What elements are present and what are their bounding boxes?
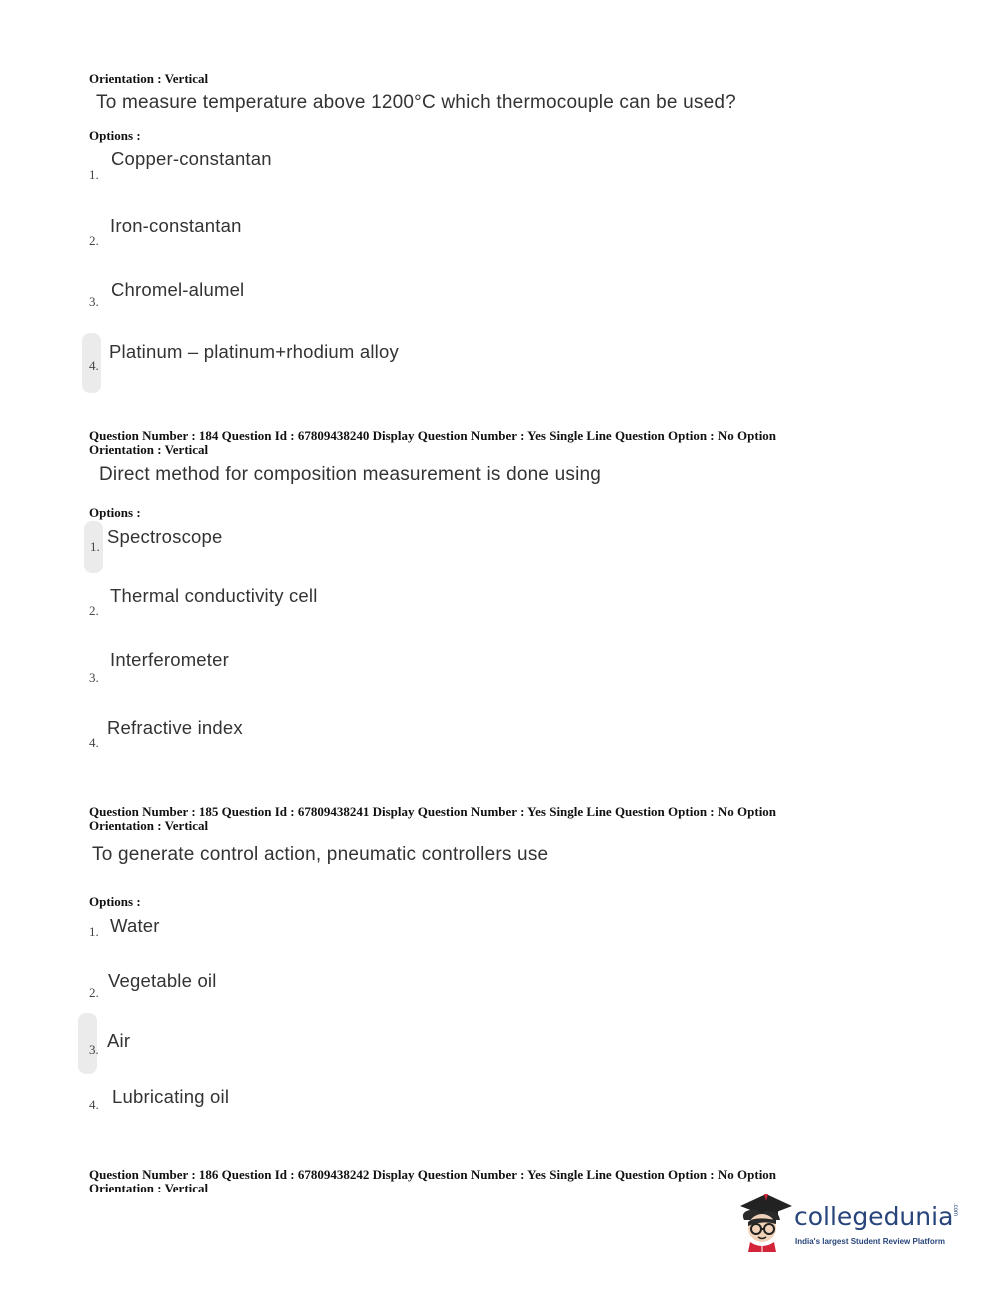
brand-suffix: .com: [952, 1203, 958, 1217]
option-text: Vegetable oil: [108, 970, 217, 991]
q184-orientation: Orientation : Vertical: [89, 442, 209, 457]
q185-orientation: Orientation : Vertical: [89, 818, 209, 833]
option-number: 4.: [89, 358, 99, 373]
q186-header: Question Number : 186 Question Id : 67809438242 Display Question Number : Yes Single Line Question Option : No Option: [89, 1167, 777, 1182]
option-text: Platinum – platinum+rhodium alloy: [109, 341, 399, 362]
q185-question-text: To generate control action, pneumatic controllers use: [92, 844, 549, 865]
option-number: 1.: [90, 539, 100, 554]
q183-orientation: Orientation : Vertical: [89, 71, 209, 86]
option-number: 2.: [89, 233, 99, 248]
option-text: Thermal conductivity cell: [110, 585, 318, 606]
q184-header: Question Number : 184 Question Id : 67809438240 Display Question Number : Yes Single Line Question Option : No Option: [89, 428, 777, 443]
option-number: 1.: [89, 924, 99, 939]
option-number: 3.: [89, 294, 99, 309]
option-text: Spectroscope: [107, 526, 223, 547]
collegedunia-logo: [734, 1190, 964, 1256]
option-number: 4.: [89, 1097, 99, 1112]
q186-orientation-clip: [89, 1181, 289, 1192]
option-text: Chromel-alumel: [111, 279, 245, 300]
q185-header: Question Number : 185 Question Id : 67809438241 Display Question Number : Yes Single Line Question Option : No Option: [89, 804, 777, 819]
option-text: Lubricating oil: [112, 1086, 230, 1107]
option-text: Copper-constantan: [111, 148, 272, 169]
brand-name: collegedunia: [794, 1202, 954, 1231]
option-number: 2.: [89, 985, 99, 1000]
option-number: 4.: [89, 735, 99, 750]
q183-question-text: To measure temperature above 1200°C which thermocouple can be used?: [96, 92, 736, 113]
option-number: 2.: [89, 603, 99, 618]
q184-question-text: Direct method for composition measurement is done using: [99, 464, 602, 485]
q184-options-label: Options :: [89, 505, 141, 520]
option-number: 3.: [89, 670, 99, 685]
option-text: Interferometer: [110, 649, 229, 670]
option-text: Iron-constantan: [110, 215, 242, 236]
option-number: 1.: [89, 167, 99, 182]
q185-options-label: Options :: [89, 894, 141, 909]
option-text: Air: [107, 1030, 131, 1051]
option-number: 3.: [89, 1042, 99, 1057]
q186-orientation: Orientation : Vertical: [89, 1181, 209, 1192]
mascot-icon: [734, 1190, 794, 1256]
option-text: Water: [110, 915, 160, 936]
option-text: Refractive index: [107, 717, 243, 738]
q183-options-label: Options :: [89, 128, 141, 143]
brand-tagline: India's largest Student Review Platform: [795, 1237, 945, 1246]
